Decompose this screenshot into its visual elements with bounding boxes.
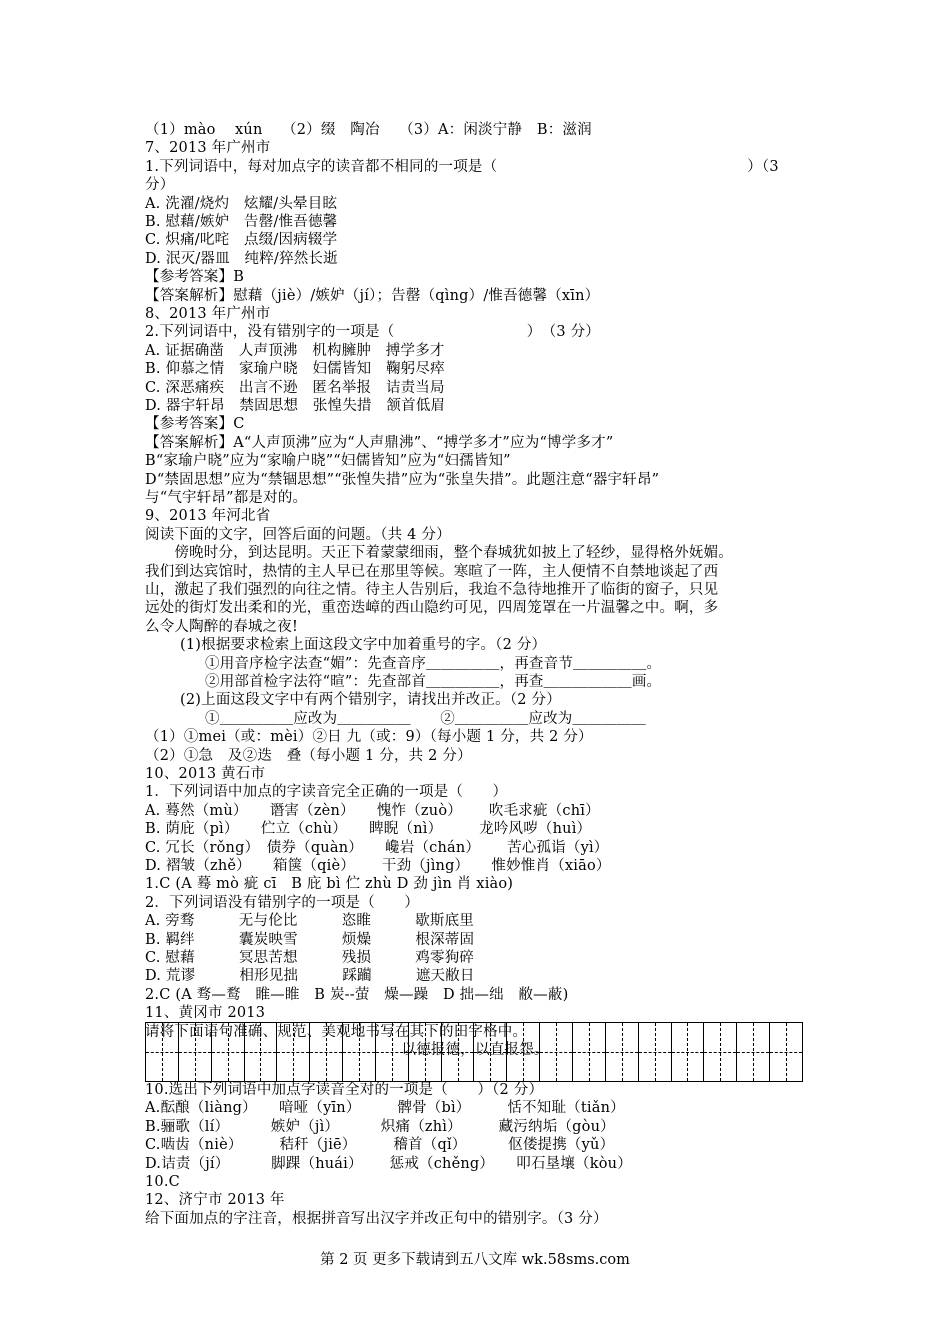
text-line: （1）①mei（或：mèi）②日 九（或：9）（每小题 1 分，共 2 分） [145,729,593,746]
text-line: ①＿＿＿＿＿应改为＿＿＿＿＿ ②＿＿＿＿＿应改为＿＿＿＿＿ [205,710,646,727]
text-line: 远处的街灯发出柔和的光，重峦迭嶂的西山隐约可见，四周笼罩在一片温馨之中。啊，多 [145,600,719,617]
text-line: C.啮齿（niè） 秸秆（jiē） 稽首（qǐ） 伛偻提携（yǔ） [145,1137,615,1154]
text-line: A. 洗濯/烧灼 炫耀/头晕目眩 [145,195,338,212]
grid-cell[interactable] [606,1023,639,1081]
grid-cell[interactable] [737,1023,770,1081]
grid-cell[interactable] [245,1023,278,1081]
text-line: (1)根据要求检索上面这段文字中加着重号的字。（2 分） [180,637,547,654]
text-line: D. 褶皱（zhě） 箱箧（qiè） 干劲（jìng） 惟妙惟肖（xiāo） [145,858,611,874]
grid-cell[interactable] [540,1023,573,1081]
text-line: A. 证据确凿 人声顶沸 机构臃肿 搏学多才 [145,342,445,359]
text-line: C. 深恶痛疾 出言不逊 匿名举报 诘责当局 [145,379,445,396]
text-line: 2.C (A 骛—鹜 睢—睢 B 炭--萤 燥—躁 D 拙—绌 敝—蔽) [145,986,569,1003]
text-line: D“禁固思想”应为“禁锢思想”“张惶失措”应为“张皇失措”。此题注意“器宇轩昂” [145,471,660,488]
grid-cell[interactable] [343,1023,376,1081]
text-line: C. 慰藉 冥思苦想 残损 鸡零狗碎 [145,950,475,966]
grid-cell[interactable] [179,1023,212,1081]
grid-cell[interactable] [672,1023,705,1081]
text-line: （1）mào xún （2）缀 陶冶 （3）A：闲淡宁静 B：滋润 [145,122,592,138]
grid-cell[interactable] [474,1023,507,1081]
text-line: 8、2013 年广州市 [145,306,271,322]
text-line: 1.C (A 蓦 mò 疵 cī B 庇 bì 伫 zhù D 劲 jìn 肖 xiào) [145,876,514,893]
calligraphy-sentence: 以德报德，以直报怨。 [401,1042,549,1058]
text-line: 傍晚时分，到达昆明。天正下着蒙蒙细雨，整个春城犹如披上了轻纱，显得格外妩媚。 [145,545,733,562]
text-line: D. 器宇轩昂 禁固思想 张惶失措 颔首低眉 [145,398,446,414]
text-line: 1.下列词语中，每对加点字的读音都不相同的一项是（ ）（3 [145,158,779,175]
text-line: 11、黄冈市 2013 [145,1005,266,1022]
text-line: 【答案解析】慰藉（jiè）/嫉妒（jí）；告罄（qìng）/惟吾德馨（xīn） [145,287,600,304]
text-line: C. 冗长（rǒng） 债券（quàn） 巉岩（chán） 苦心孤诣（yì） [145,839,609,856]
text-line: 分） [145,177,175,194]
text-line: B. 荫庇（pì） 伫立（chù） 睥睨（nì） 龙吟风哕（huì） [145,821,592,838]
text-line: ②用部首检字法符“暄”：先查部首＿＿＿＿＿，再查＿＿＿＿＿＿画。 [205,674,662,690]
text-line: 12、济宁市 2013 年 [145,1192,285,1209]
text-line: B“家瑜户晓”应为“家喻户晓”“妇儒皆知”应为“妇孺皆知” [145,453,511,470]
text-line: B. 慰藉/嫉妒 告罄/惟吾德馨 [145,214,338,230]
tianzige-grid [145,1022,803,1082]
text-line: 【参考答案】C [145,416,245,433]
grid-cell[interactable] [409,1023,442,1081]
text-line: 10、2013 黄石市 [145,766,266,782]
text-line: C. 炽痛/叱咤 点缀/因病辍学 [145,232,338,249]
text-line: D. 荒谬 相形见拙 踩躏 遮天敝日 [145,968,475,985]
text-line: 阅读下面的文字，回答后面的问题。（共 4 分） [145,526,451,543]
page-footer: 第 2 页 更多下载请到五八文库 wk.58sms.com [320,1252,630,1268]
text-line: 9、2013 年河北省 [145,508,271,525]
grid-cell[interactable] [277,1023,310,1081]
text-line: D.诘责（jí） 脚踝（huái） 惩戒（chěng） 叩石垦壤（kòu） [145,1155,632,1172]
grid-cell[interactable] [310,1023,343,1081]
text-line: A.酝酿（liàng） 喑哑（yīn） 髀骨（bì） 恬不知耻（tiǎn） [145,1100,625,1117]
grid-cell[interactable] [507,1023,540,1081]
text-line: 请将下面语句准确、规范、美观地书写在其下的田字格中。 [145,1023,528,1040]
text-line: 7、2013 年广州市 [145,140,271,157]
grid-cell[interactable] [376,1023,409,1081]
grid-cell[interactable] [704,1023,737,1081]
text-line: D. 泯灭/器皿 纯粹/猝然长逝 [145,250,338,267]
grid-cell[interactable] [212,1023,245,1081]
text-line: 【参考答案】B [145,269,245,286]
grid-cell[interactable] [573,1023,606,1081]
text-line: 我们到达宾馆时，热情的主人早已在那里等候。寒暄了一阵，主人便情不自禁地谈起了西 [145,563,719,580]
grid-cell[interactable] [442,1023,475,1081]
text-line: 10.选出下列词语中加点字读音全对的一项是（ ）（2 分） [145,1082,544,1098]
text-line: （2）①急 及②迭 叠（每小题 1 分，共 2 分） [145,747,472,764]
text-line: 【答案解析】A“人声顶沸”应为“人声鼎沸”、“搏学多才”应为“博学多才” [145,434,614,451]
text-line: ①用音序检字法查“媚”：先查音序＿＿＿＿＿，再查音节＿＿＿＿＿。 [205,655,662,672]
text-line: A. 蓦然（mù） 谮害（zèn） 愧怍（zuò） 吹毛求疵（chī） [145,802,600,819]
text-line: 给下面加点的字注音，根据拼音写出汉字并改正句中的错别字。（3 分） [145,1210,608,1227]
text-line: B. 羁绊 囊炭映雪 烦燥 根深蒂固 [145,931,475,948]
text-line: 么令人陶醉的春城之夜! [145,618,299,635]
text-line: 与“气宇轩昂”都是对的。 [145,490,308,506]
text-line: 10.C [145,1174,180,1190]
text-line: 2.下列词语中，没有错别字的一项是（ ） （3 分） [145,324,600,341]
text-line: B. 仰慕之情 家瑜户晓 妇儒皆知 鞠躬尽瘁 [145,361,445,378]
grid-cell[interactable] [639,1023,672,1081]
text-line: 2．下列词语没有错别字的一项是（ ） [145,894,420,911]
grid-cell[interactable] [146,1023,179,1081]
text-line: 1．下列词语中加点的字读音完全正确的一项是（ ） [145,784,508,801]
text-line: (2)上面这段文字中有两个错别字，请找出并改正。（2 分） [180,692,561,709]
text-line: B.骊歌（lí） 嫉妒（jì） 炽痛（zhì） 藏污纳垢（gòu） [145,1118,615,1135]
text-line: 山，激起了我们强烈的向往之情。待主人告别后，我迨不急待地推开了临街的窗子，只见 [145,582,719,598]
text-line: A. 旁骛 无与伦比 恣睢 歇斯底里 [145,913,474,930]
grid-cell[interactable] [770,1023,802,1081]
